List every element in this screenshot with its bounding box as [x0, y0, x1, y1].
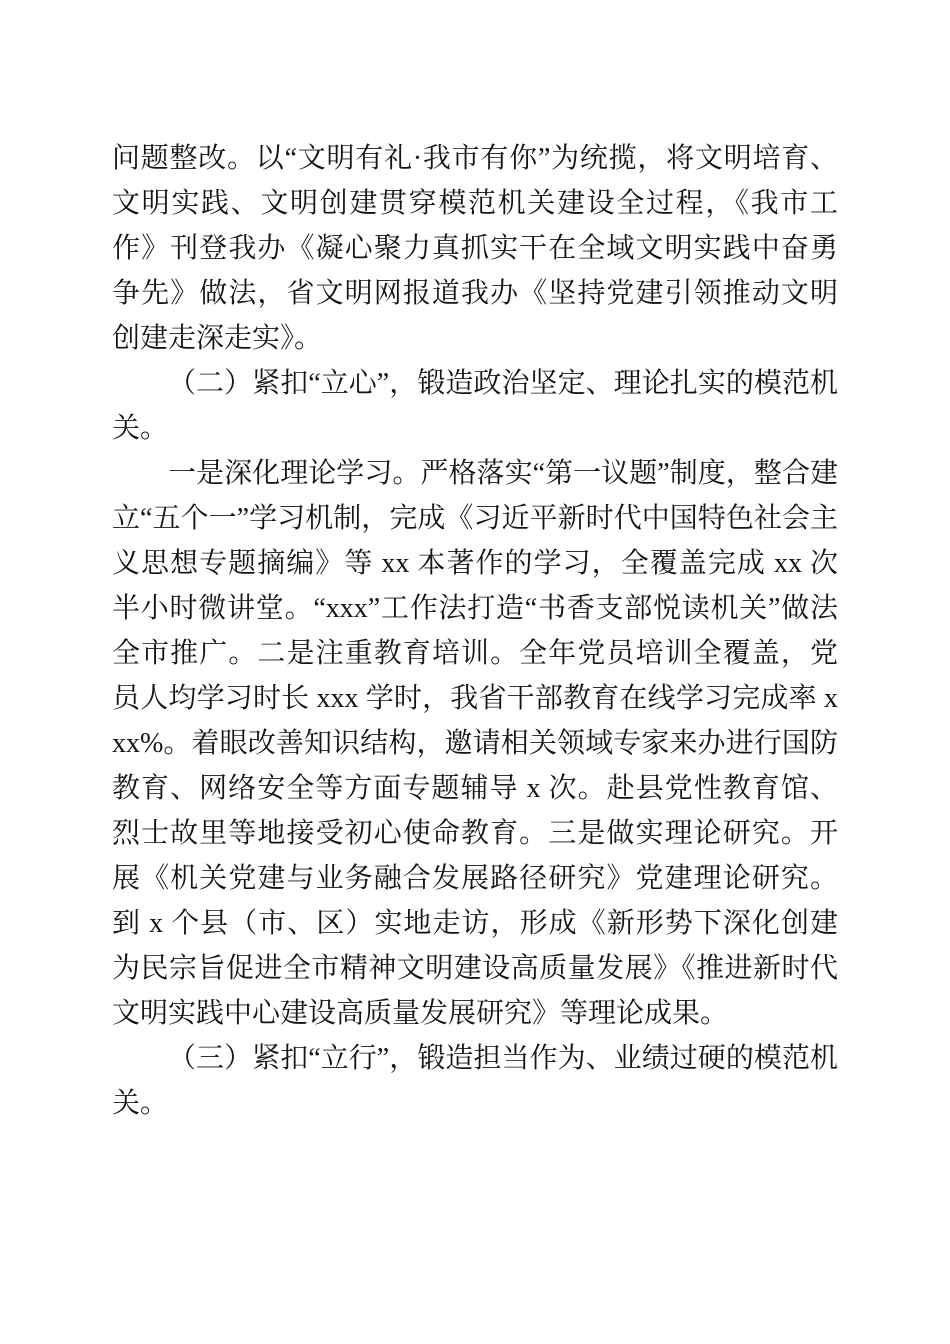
paragraph-3: 一是深化理论学习。严格落实“第一议题”制度，整合建立“五个一”学习机制，完成《习近平新时代中国特色社会主义思想专题摘编》等 xx 本著作的学习，全覆盖完成 xx 次半小时微讲堂。“xxx”工作法打造“书香支部悦读机关”做法全市推广。二是注重教育培训。全年党员培训全覆盖，党员人均学习时长 xxx 学时，我省干部教育在线学习完成率 xxx%。着眼改善知识结构，邀请相关领域专家来办进行国防教育、网络安全等方面专题辅导 x 次。赴县党性教育馆、烈士故里等地接受初心使命教育。三是做实理论研究。开展《机关党建与业务融合发展路径研究》党建理论研究。到 x 个县（市、区）实地走访，形成《新形势下深化创建为民宗旨促进全市精神文明建设高质量发展》《推进新时代文明实践中心建设高质量发展研究》等理论成果。 [112, 458, 838, 1029]
paragraph-4: （三）紧扣“立行”，锻造担当作为、业绩过硬的模范机关。 [112, 1043, 838, 1119]
document-body [112, 136, 838, 1126]
paragraph-1: 问题整改。以“文明有礼·我市有你”为统揽，将文明培育、文明实践、文明创建贯穿模范机关建设全过程，《我市工作》刊登我办《凝心聚力真抓实干在全域文明实践中奋勇争先》做法，省文明网报道我办《坚持党建引领推动文明创建走深走实》。 [112, 143, 838, 354]
paragraph-2: （二）紧扣“立心”，锻造政治坚定、理论扎实的模范机关。 [112, 368, 838, 444]
